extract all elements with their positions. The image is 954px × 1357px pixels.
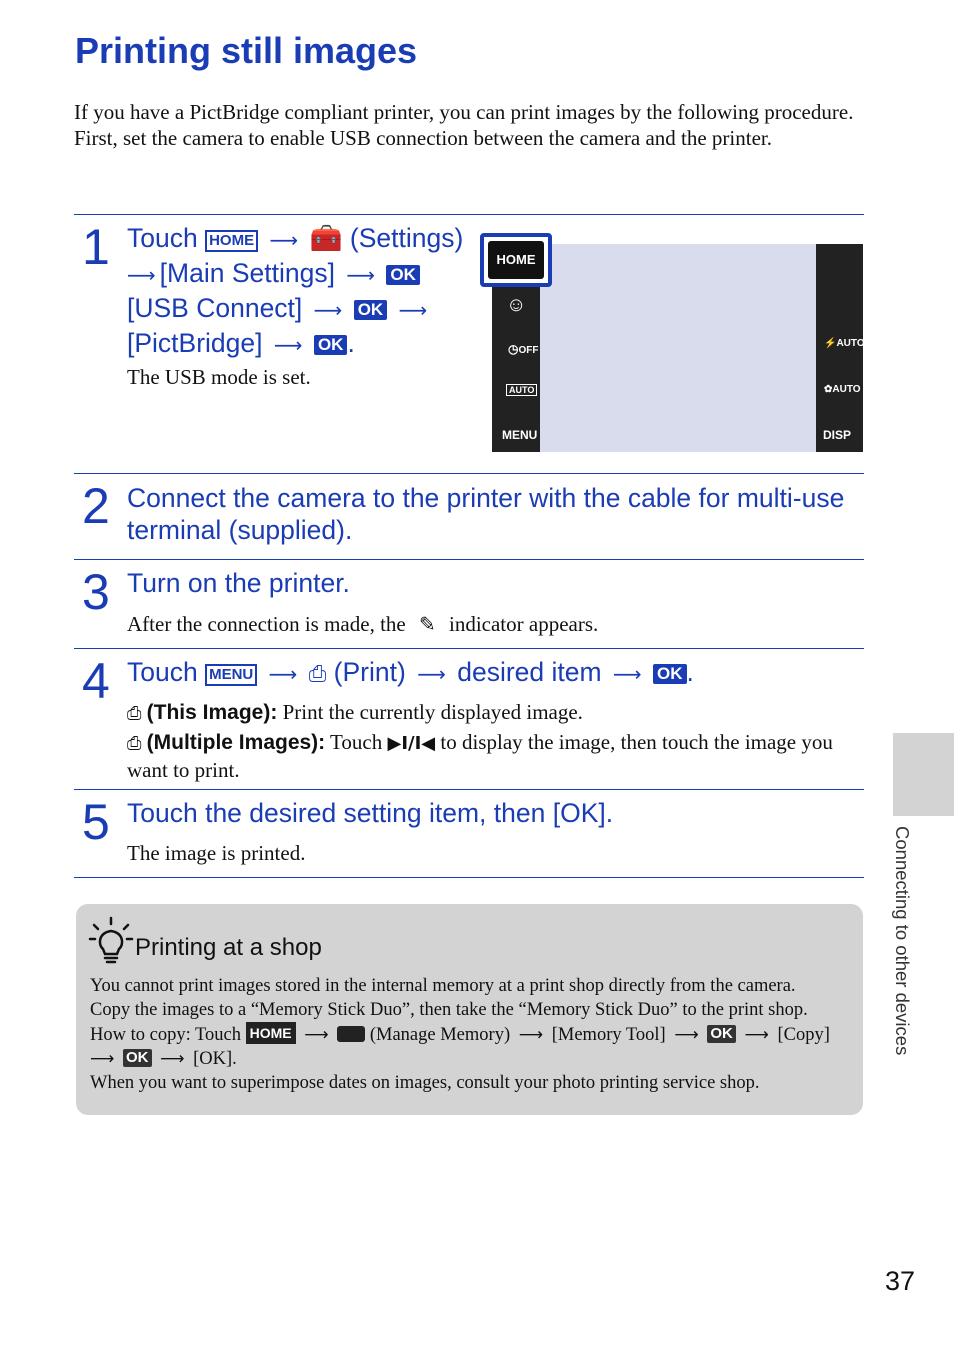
ok-icon: OK [707, 1025, 736, 1043]
settings-label: (Settings) [349, 223, 464, 253]
divider [74, 648, 864, 649]
home-icon: HOME [246, 1022, 296, 1044]
toolbox-icon: 🧰 [309, 223, 343, 253]
menu-icon: MENU [205, 664, 257, 686]
ok-icon: OK [653, 664, 687, 684]
arrow-icon: ⟶ [744, 1025, 769, 1045]
ok-icon: OK [314, 335, 348, 355]
pictbridge-label: [PictBridge] [127, 328, 263, 358]
disp-button[interactable]: DISP [823, 428, 852, 442]
arrow-icon: ⟶ [273, 333, 303, 357]
multiple-images-option: ⎙ (Multiple Images): Touch ▶I/I◀ to display the image, then touch the image you want to print. [127, 730, 833, 782]
home-button[interactable]: HOME [488, 241, 544, 279]
ok-icon: OK [354, 300, 388, 320]
divider [74, 789, 864, 790]
print-single-icon: ⎙ [127, 703, 142, 724]
tip-body: You cannot print images stored in the internal memory at a print shop directly from the camera. Copy the images to a “Memory Stick Duo”, then take the “Memory Stick Duo” to the print shop. How to copy: Touch HOME ⟶ (Manage Memory) ⟶ [Memory Tool] ⟶ OK ⟶ [Copy] ⟶ OK ⟶ [OK]. When you want to superimpose dates on images, consult your photo printing service shop. [90, 976, 830, 1093]
menu-button[interactable]: MENU [502, 428, 538, 442]
step-4-heading: Touch MENU ⟶ ⎙ (Print) ⟶ desired item ⟶ OK . [127, 657, 694, 687]
pictbridge-connect-icon: ✎ [418, 612, 436, 636]
macro-auto-icon: ✿AUTO [824, 384, 861, 395]
ok-icon: OK [123, 1049, 152, 1067]
arrow-icon: ⟶ [127, 263, 156, 287]
tip-title: Printing at a shop [135, 934, 322, 961]
arrow-icon: ⟶ [346, 263, 375, 287]
side-tab [893, 733, 954, 816]
step-4-body [127, 699, 862, 783]
smile-icon: ☺ [506, 294, 527, 316]
main-settings-label: [Main Settings] [159, 258, 335, 288]
intro-text [74, 99, 864, 151]
arrow-icon: ⟶ [90, 1049, 115, 1069]
arrow-icon: ⟶ [398, 298, 428, 322]
self-timer-icon: ◷OFF [508, 342, 539, 356]
step-5-heading: Touch the desired setting item, then [OK]. [127, 798, 614, 828]
step-1-heading: Touch HOME ⟶ 🧰 (Settings) ⟶ [Main Settings] ⟶ OK [USB Connect] ⟶ OK ⟶ [PictBridge] ⟶ OK . [127, 223, 464, 358]
print-icon: ⎙ [308, 662, 327, 687]
hint-bulb-icon [88, 916, 134, 968]
step-1-number: 1 [82, 219, 110, 275]
this-image-option: ⎙ (This Image): Print the currently displayed image. [127, 700, 583, 724]
intro-line-1: If you have a PictBridge compliant printer, you can print images by the following procedure. [74, 100, 854, 124]
touch-word: Touch [127, 223, 198, 253]
step-2-heading: Connect the camera to the printer with the cable for multi-use terminal (supplied). [127, 483, 845, 545]
step-3-body: After the connection is made, the ✎ indicator appears. [127, 612, 599, 636]
intro-line-2: First, set the camera to enable USB connection between the camera and the printer. [74, 126, 772, 150]
arrow-icon: ⟶ [612, 662, 642, 686]
ok-icon: OK [386, 265, 420, 285]
divider [74, 214, 864, 215]
auto-mode-icon: AUTO [506, 384, 537, 396]
arrow-icon: ⟶ [674, 1025, 699, 1045]
arrow-icon: ⟶ [417, 662, 446, 686]
page-number: 37 [885, 1266, 916, 1296]
screen-viewfinder [540, 244, 816, 452]
usb-connect-label: [USB Connect] [127, 293, 303, 323]
home-icon: HOME [205, 230, 258, 252]
flash-auto-icon: ⚡AUTO [824, 338, 865, 349]
page-title: Printing still images [75, 30, 418, 71]
arrow-icon: ⟶ [518, 1025, 544, 1045]
arrow-icon: ⟶ [268, 662, 298, 686]
camera-screen [492, 244, 863, 452]
divider [74, 473, 864, 474]
side-label: Connecting to other devices [892, 826, 913, 1056]
step-1-body: The USB mode is set. [127, 365, 311, 389]
step-3-heading: Turn on the printer. [127, 568, 350, 598]
step-5-body: The image is printed. [127, 841, 306, 865]
step-2-number: 2 [82, 478, 110, 534]
home-button-highlight [480, 233, 552, 287]
arrow-icon: ⟶ [269, 228, 299, 252]
arrow-icon: ⟶ [160, 1049, 185, 1069]
tip-box [76, 904, 863, 1115]
arrow-icon: ⟶ [304, 1025, 329, 1045]
arrow-icon: ⟶ [313, 298, 343, 322]
step-5-number: 5 [82, 794, 110, 850]
print-multiple-icon: ⎙ [127, 733, 142, 754]
step-4-number: 4 [82, 653, 110, 709]
step-3-number: 3 [82, 564, 110, 620]
memory-card-icon [337, 1026, 365, 1042]
divider [74, 559, 864, 560]
divider [74, 877, 864, 878]
playback-toggle-icon: ▶I/I◀ [387, 733, 436, 754]
